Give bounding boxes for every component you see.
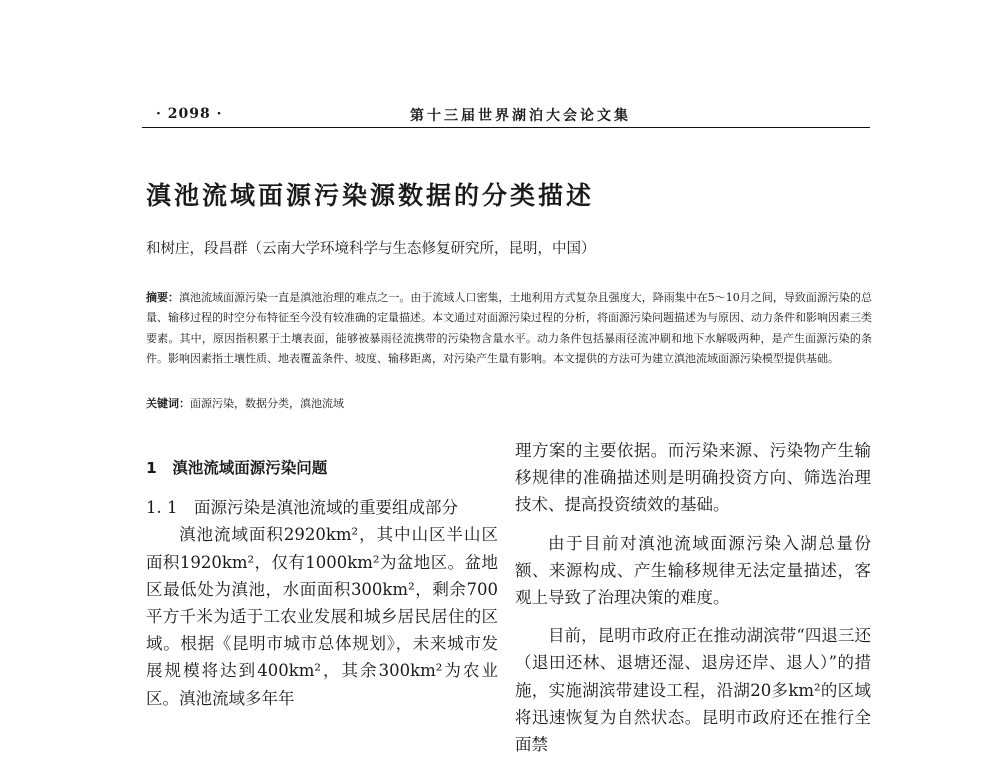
abstract xyxy=(146,288,872,370)
keywords xyxy=(146,395,344,411)
abstract-label: 摘要： xyxy=(146,291,180,304)
body-paragraph: 由于目前对滇池流域面源污染入湖总量份额、来源构成、产生输移规律无法定量描述，客观上导致了治理决策的难度。 xyxy=(515,533,871,608)
author-line: 和树庄，段昌群（云南大学环境科学与生态修复研究所，昆明，中国） xyxy=(146,241,596,257)
paper-title: 滇池流域面源污染源数据的分类描述 xyxy=(146,181,595,210)
section-heading: 1 滇池流域面源污染问题 xyxy=(146,459,328,477)
keywords-text: 面源污染，数据分类，滇池流域 xyxy=(190,397,344,410)
left-column xyxy=(146,455,498,712)
header-rule xyxy=(142,127,870,128)
journal-title: 第十三届世界湖泊大会论文集 xyxy=(410,108,631,124)
keywords-label: 关键词： xyxy=(146,397,190,410)
right-column xyxy=(515,437,871,758)
body-paragraph: 滇池流域面积2920km²，其中山区半山区面积1920km²，仅有1000km²为盆地区。盆地区最低处为滇池，水面面积300km²，剩余700平方千米为适于工农业发展和城乡居民居住的区域。根据《昆明市城市总体规划》，未来城市发展规模将达到400km²，其余300km²为农业区。滇池流域多年年 xyxy=(146,525,498,708)
subsection-heading: 1. 1 面源污染是滇池流域的重要组成部分 xyxy=(146,498,458,518)
body-paragraph: 理方案的主要依据。而污染来源、污染物产生输移规律的准确描述则是明确投资方向、筛选治理技术、提高投资绩效的基础。 xyxy=(515,441,871,515)
page-number: · 2098 · xyxy=(156,106,223,122)
abstract-text: 滇池流域面源污染一直是滇池治理的难点之一。由于流域人口密集，土地利用方式复杂且强度大，降雨集中在5～10月之间，导致面源污染的总量、输移过程的时空分布特征至今没有较准确的定量描述。本文通过对面源污染过程的分析，将面源污染问题描述为与原因、动力条件和影响因素三类要素。其中，原因指积累于土壤表面，能够被暴雨径流携带的污染物含量水平。动力条件包括暴雨径流冲刷和地下水解吸两种，是产生面源污染的条件。影响因素指土壤性质、地表覆盖条件、坡度、输移距离，对污染产生量有影响。本文提供的方法可为建立滇池流域面源污染模型提供基础。 xyxy=(146,291,872,366)
body-paragraph: 目前，昆明市政府正在推动湖滨带“四退三还（退田还林、退塘还湿、退房还岸、退人）”的措施，实施湖滨带建设工程，沿湖20多km²的区域将迅速恢复为自然状态。昆明市政府还在推行全面禁 xyxy=(515,626,871,755)
